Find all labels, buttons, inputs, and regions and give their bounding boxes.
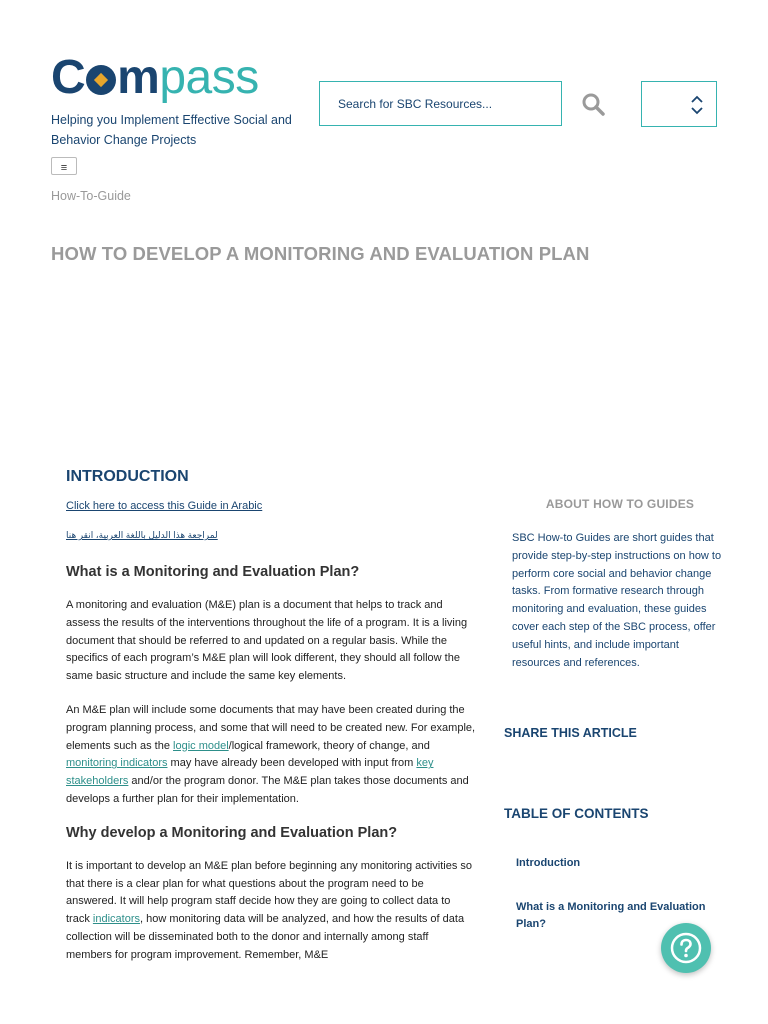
about-guides-title: ABOUT HOW TO GUIDES bbox=[545, 497, 695, 511]
introduction-heading: INTRODUCTION bbox=[66, 468, 189, 485]
about-guides-text: SBC How-to Guides are short guides that provide step-by-step instructions on how to perform core social and behavior change tasks. From formative research through monitoring and evaluation, these guides cover each step of the SBC process, offer useful hints, and include important resources and references. bbox=[512, 532, 722, 669]
logo-text-c: C bbox=[51, 51, 86, 104]
article-body bbox=[66, 468, 476, 981]
search-input[interactable] bbox=[320, 82, 563, 125]
search-box bbox=[319, 81, 562, 126]
logo-text-pass: pass bbox=[159, 51, 259, 104]
compass-logo[interactable] bbox=[51, 50, 259, 106]
arabic-guide-link[interactable]: Click here to access this Guide in Arabic bbox=[66, 500, 263, 512]
logo-text-m: m bbox=[117, 51, 160, 104]
text-span: , how monitoring data will be analyzed, and how the results of data collection will be disseminated both to the donor and internally among staff members for program improvement. Remember, M&E bbox=[66, 913, 465, 961]
key-stakeholders-link[interactable]: key stakeholders bbox=[66, 757, 434, 788]
question-circle-icon bbox=[670, 932, 702, 964]
arabic-guide-link-ar[interactable]: لمراجعة هذا الدليل باللغة العربية، انقر هنا bbox=[66, 530, 218, 540]
toc-item-introduction[interactable]: Introduction bbox=[516, 857, 581, 869]
text-span: and/or the program donor. The M&E plan takes those documents and develops a further plan for their implementation. bbox=[66, 775, 469, 805]
table-of-contents-title: TABLE OF CONTENTS bbox=[504, 806, 649, 821]
site-tagline: Helping you Implement Effective Social and Behavior Change Projects bbox=[51, 113, 292, 147]
chevron-updown-icon bbox=[690, 94, 704, 116]
monitoring-indicators-link[interactable]: monitoring indicators bbox=[66, 757, 168, 770]
compass-star-icon bbox=[86, 65, 116, 95]
language-select[interactable] bbox=[641, 81, 717, 127]
breadcrumb[interactable]: How-To-Guide bbox=[51, 189, 131, 203]
indicators-link[interactable]: indicators bbox=[92, 913, 140, 926]
logic-model-link[interactable]: logic model bbox=[173, 739, 229, 752]
menu-toggle-button[interactable]: ≡ bbox=[51, 157, 77, 175]
paragraph: A monitoring and evaluation (M&E) plan is a document that helps to track and assess the results of the interventions throughout the life of a program. It is a living document that should be referred to and updated on a regular basis. While the specifics of each program’s M&E plan will look different, they should all follow the same basic structure and include the same key elements. bbox=[66, 599, 468, 683]
share-article-title: SHARE THIS ARTICLE bbox=[504, 726, 637, 740]
paragraph bbox=[66, 702, 476, 809]
text-span: may have already been developed with input from bbox=[167, 757, 417, 770]
section-heading-what: What is a Monitoring and Evaluation Plan? bbox=[66, 564, 360, 580]
toc-item-what-is-me-plan[interactable]: What is a Monitoring and Evaluation Plan? bbox=[516, 901, 706, 930]
page-title: HOW TO DEVELOP A MONITORING AND EVALUATION PLAN bbox=[51, 243, 590, 264]
help-button[interactable] bbox=[661, 923, 711, 973]
paragraph bbox=[66, 858, 476, 965]
search-icon[interactable] bbox=[581, 92, 605, 116]
text-span: An M&E plan will include some documents that may have been created during the program planning process, and some that will need to be created new. For example, elements such as the bbox=[66, 703, 476, 752]
text-span: /logical framework, theory of change, and bbox=[228, 739, 430, 752]
section-heading-why: Why develop a Monitoring and Evaluation Plan? bbox=[66, 824, 398, 841]
text-span: It is important to develop an M&E plan before beginning any monitoring activities so that there is a clear plan for what questions about the program need to be answered. It will help program staff decide how they are going to collect data to track bbox=[66, 859, 473, 926]
